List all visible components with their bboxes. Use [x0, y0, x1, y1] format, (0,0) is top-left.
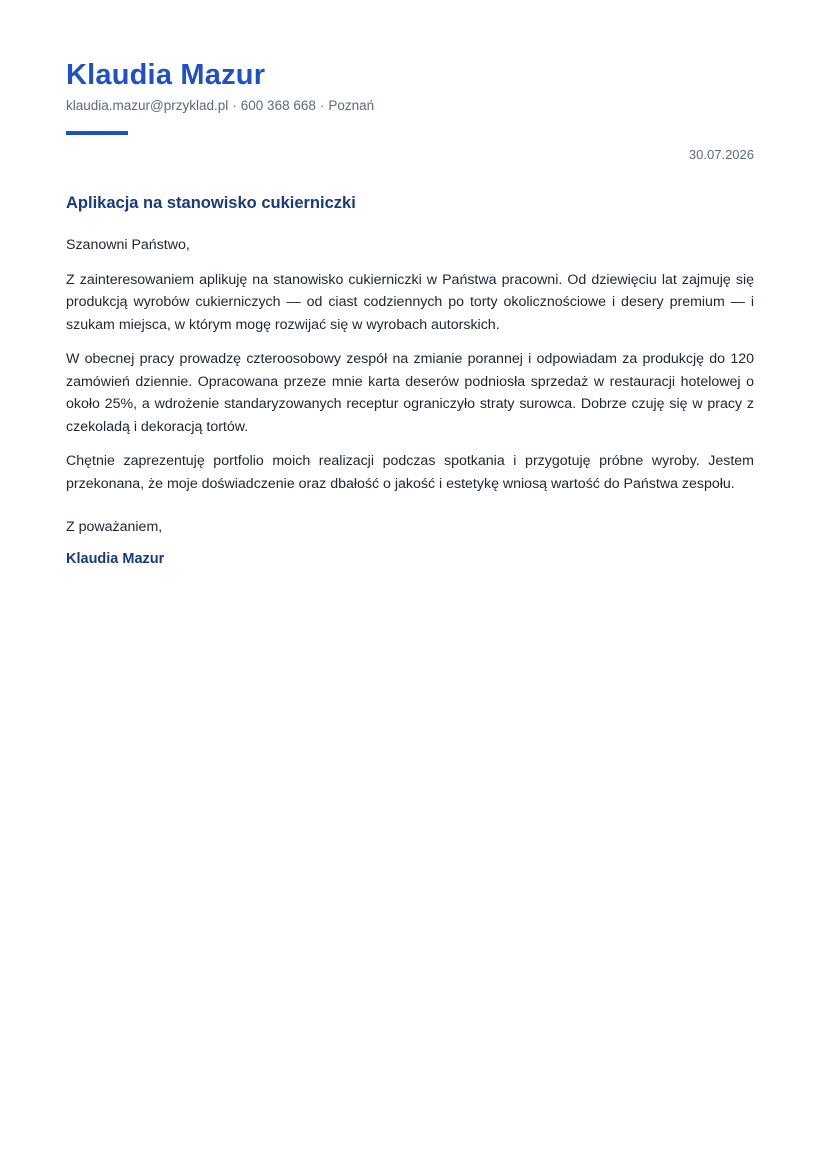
closing-line: Z poważaniem, [66, 519, 163, 535]
contact-separator: · [319, 98, 325, 113]
phone-text: 600 368 668 [240, 98, 316, 113]
body-paragraph-3: Chętnie zaprezentuję portfolio moich realizacji podczas spotkania i przygotuję próbne wyroby. Jestem przekonana, że moje doświadczenie oraz dbałość o jakość i estetykę wniosą wartość do Państwa zespołu. [66, 453, 754, 492]
applicant-name: Klaudia Mazur [66, 59, 266, 91]
city-text: Poznań [328, 98, 375, 113]
accent-divider [66, 131, 128, 135]
signature-name: Klaudia Mazur [66, 550, 165, 567]
contact-line [66, 97, 374, 115]
letter-body [66, 234, 754, 570]
letter-subject: Aplikacja na stanowisko cukierniczki [66, 194, 356, 212]
body-paragraph-1: Z zainteresowaniem aplikuję na stanowisko cukierniczki w Państwa pracowni. Od dziewięciu lat zajmuję się produkcją wyrobów cukierniczych — od ciast codziennych po torty okolicznościowe i desery premium — i szukam miejsca, w którym mogę rozwijać się w wyrobach autorskich. [66, 271, 754, 333]
letter-date: 30.07.2026 [688, 147, 754, 162]
salutation: Szanowni Państwo, [66, 237, 190, 253]
body-paragraph-2: W obecnej pracy prowadzę czteroosobowy zespół na zmianie porannej i odpowiadam za produkcję do 120 zamówień dziennie. Opracowana przeze mnie karta deserów podniosła sprzedaż w restauracji hotelowej o około 25%, a wdrożenie standaryzowanych receptur ograniczyło straty surowca. Dobrze czuję się w pracy z czekoladą i dekoracją tortów. [66, 351, 754, 435]
contact-separator: · [232, 98, 237, 113]
email-text: klaudia.mazur@przyklad.pl [66, 98, 229, 113]
